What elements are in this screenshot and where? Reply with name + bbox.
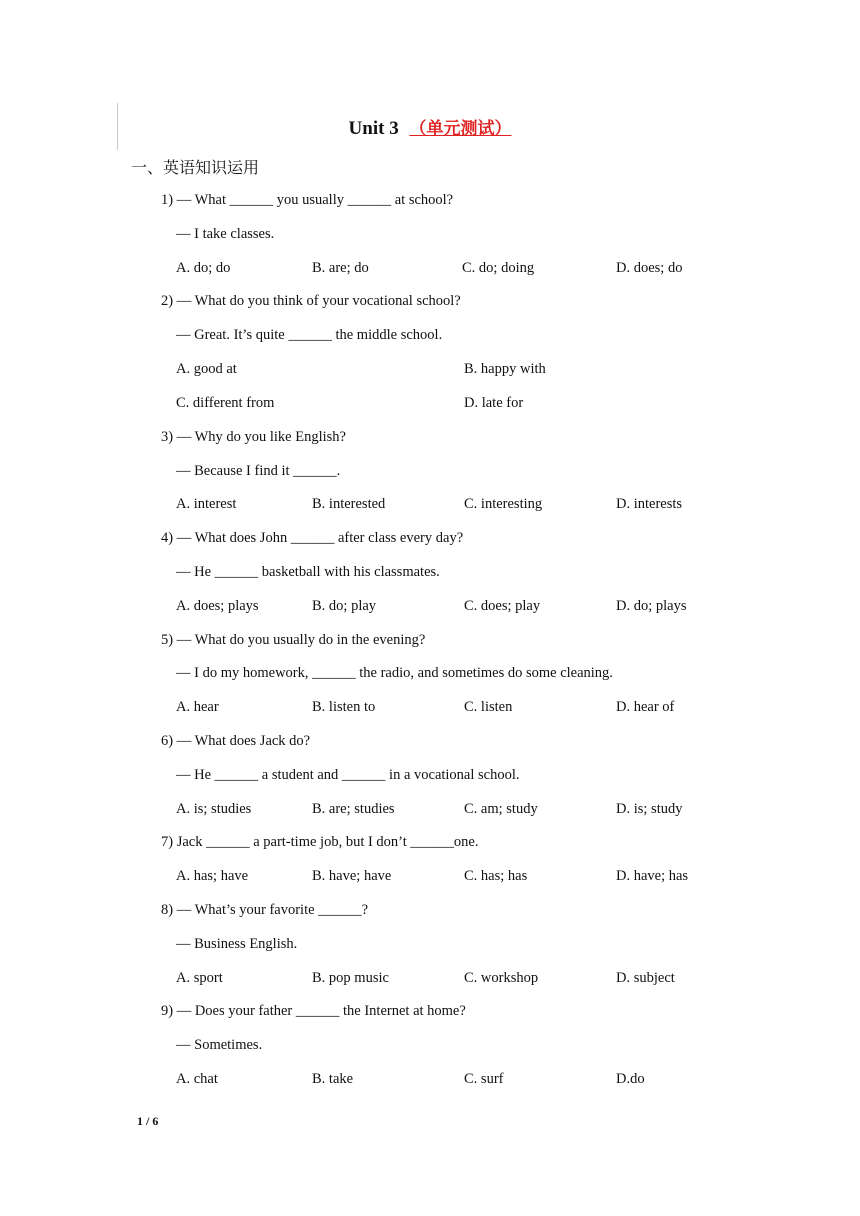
option-a: A. good at bbox=[176, 361, 237, 377]
question-stem: 8) — What’s your favorite ______? bbox=[161, 902, 369, 918]
page-number: 1 / 6 bbox=[137, 1114, 159, 1128]
question-reply: — Great. It’s quite ______ the middle school. bbox=[176, 327, 443, 343]
option-a: A. does; plays bbox=[176, 598, 259, 614]
option-d: D. late for bbox=[464, 395, 524, 411]
option-a: A. chat bbox=[176, 1071, 218, 1087]
option-a: A. sport bbox=[176, 970, 223, 986]
option-d: D. do; plays bbox=[616, 598, 687, 614]
option-d: D. subject bbox=[616, 970, 675, 986]
question-reply: — He ______ basketball with his classmates. bbox=[176, 564, 440, 580]
option-d: D. does; do bbox=[616, 260, 683, 276]
question-stem: 2) — What do you think of your vocational school? bbox=[161, 293, 461, 309]
option-b: B. listen to bbox=[312, 699, 376, 715]
question-stem: 7) Jack ______ a part-time job, but I don’t ______one. bbox=[161, 834, 479, 850]
question-reply: — Because I find it ______. bbox=[176, 463, 341, 479]
option-c: C. workshop bbox=[464, 970, 539, 986]
question-reply: — Sometimes. bbox=[176, 1037, 263, 1053]
option-a: A. hear bbox=[176, 699, 219, 715]
option-c: C. interesting bbox=[464, 496, 543, 512]
question-stem: 5) — What do you usually do in the evening? bbox=[161, 632, 426, 648]
section-heading: 一、英语知识运用 bbox=[131, 158, 260, 177]
option-d: D. is; study bbox=[616, 801, 683, 817]
title-main: Unit 3 bbox=[348, 118, 399, 139]
title-sub: （单元测试） bbox=[409, 119, 512, 139]
option-b: B. interested bbox=[312, 496, 386, 512]
option-b: B. are; do bbox=[312, 260, 369, 276]
option-c: C. surf bbox=[464, 1071, 504, 1087]
option-b: B. have; have bbox=[312, 868, 392, 884]
option-d: D. hear of bbox=[616, 699, 675, 715]
option-c: C. has; has bbox=[464, 868, 528, 884]
option-c: C. does; play bbox=[464, 598, 541, 614]
option-d: D.do bbox=[616, 1071, 645, 1087]
question-stem: 3) — Why do you like English? bbox=[161, 429, 346, 445]
option-c: C. do; doing bbox=[462, 260, 535, 276]
option-b: B. pop music bbox=[312, 970, 389, 986]
question-stem: 1) — What ______ you usually ______ at school? bbox=[161, 192, 454, 208]
question-stem: 4) — What does John ______ after class every day? bbox=[161, 530, 464, 546]
option-d: D. interests bbox=[616, 496, 683, 512]
option-b: B. take bbox=[312, 1071, 354, 1087]
option-c: C. listen bbox=[464, 699, 513, 715]
option-a: A. has; have bbox=[176, 868, 249, 884]
question-stem: 9) — Does your father ______ the Internet at home? bbox=[161, 1003, 466, 1019]
option-a: A. is; studies bbox=[176, 801, 252, 817]
question-reply: — He ______ a student and ______ in a vocational school. bbox=[176, 767, 520, 783]
question-reply: — I do my homework, ______ the radio, and sometimes do some cleaning. bbox=[176, 665, 613, 681]
option-a: A. interest bbox=[176, 496, 237, 512]
option-a: A. do; do bbox=[176, 260, 231, 276]
option-b: B. happy with bbox=[464, 361, 546, 377]
option-c: C. am; study bbox=[464, 801, 538, 817]
option-b: B. do; play bbox=[312, 598, 377, 614]
question-reply: — Business English. bbox=[176, 936, 298, 952]
question-stem: 6) — What does Jack do? bbox=[161, 733, 311, 749]
option-c: C. different from bbox=[176, 395, 275, 411]
option-d: D. have; has bbox=[616, 868, 689, 884]
page-title bbox=[0, 114, 860, 140]
option-b: B. are; studies bbox=[312, 801, 395, 817]
question-reply: — I take classes. bbox=[176, 226, 275, 242]
